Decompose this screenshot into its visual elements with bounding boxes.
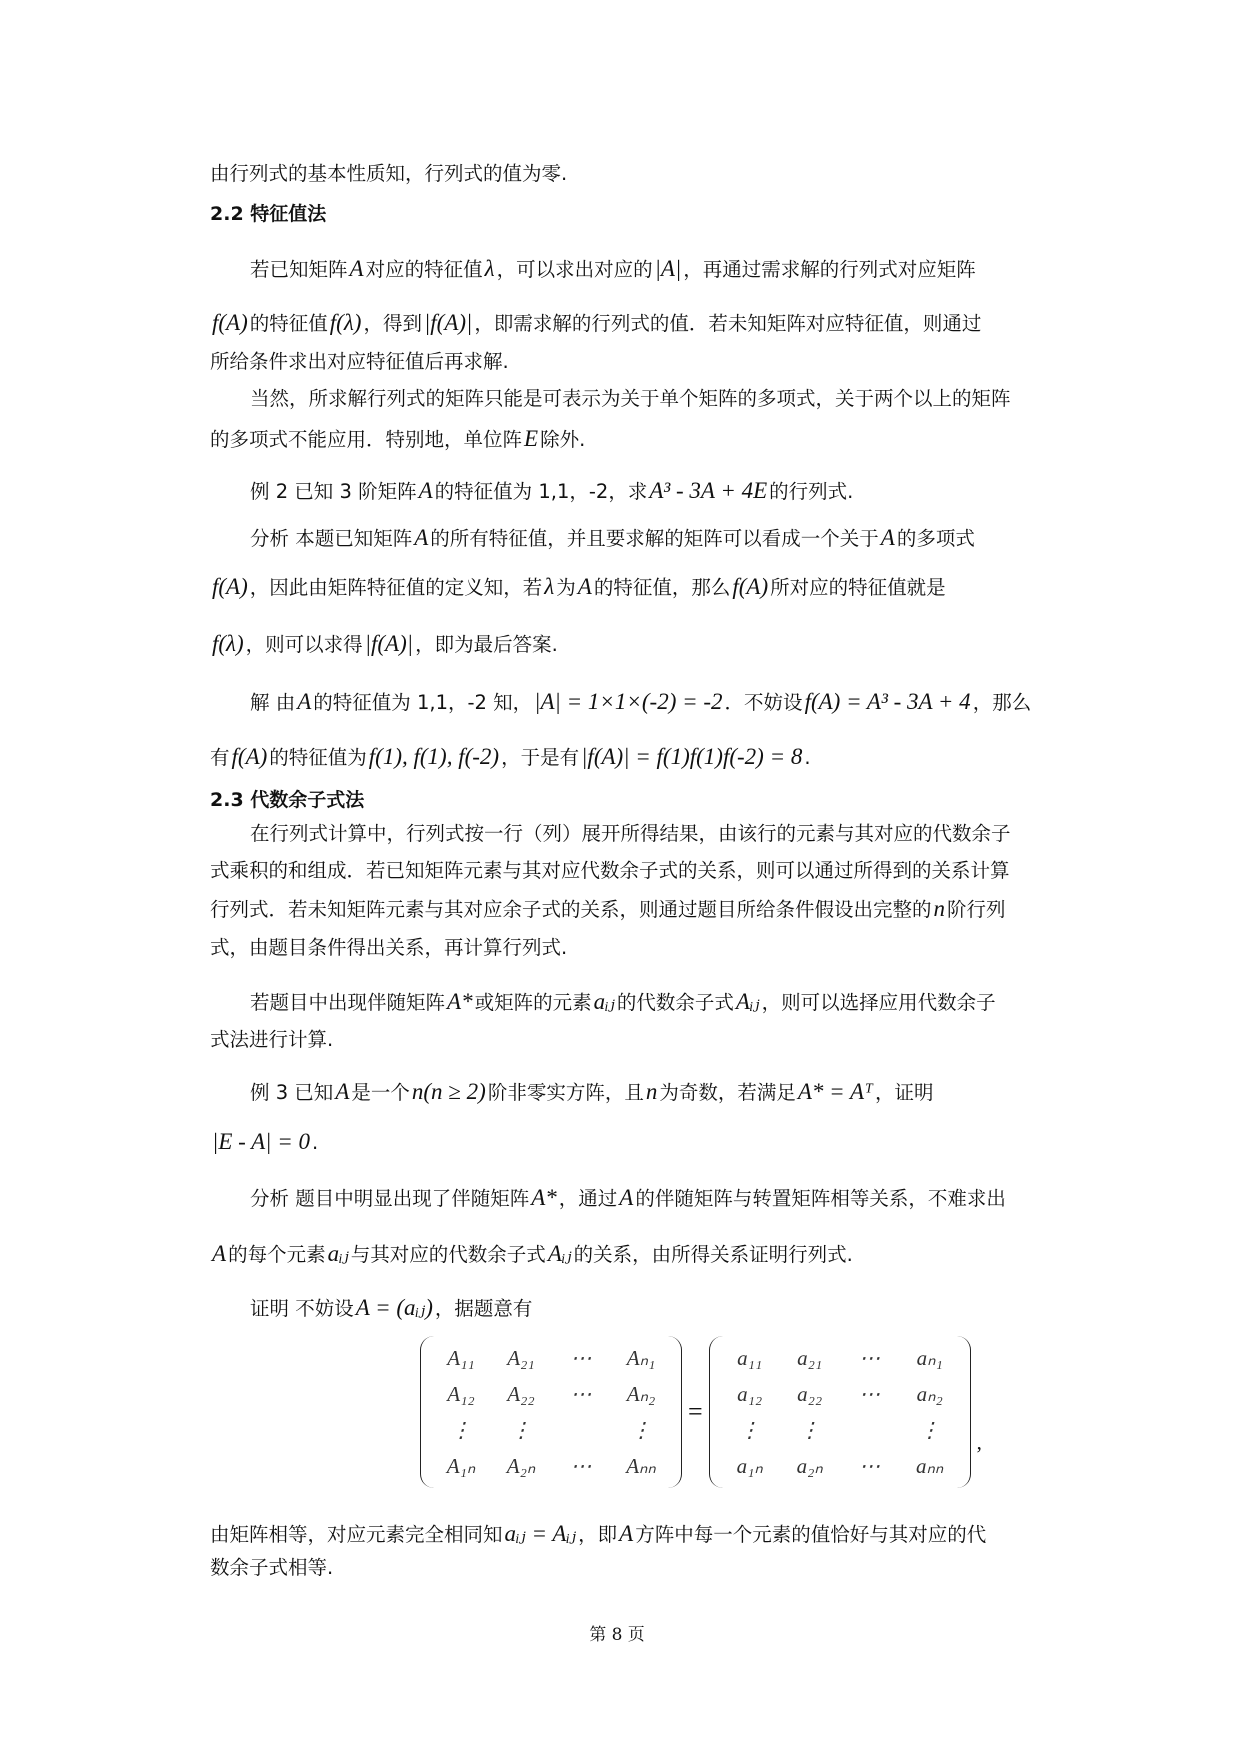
text-line [250, 989, 996, 1016]
matrix-entry: ⋮ [799, 1417, 821, 1442]
matrix-entry: Aₙ₂ [626, 1381, 656, 1406]
text-segment: 对应的特征值 [365, 258, 483, 281]
text-line [210, 631, 558, 658]
text-segment: 由行列式的基本性质知，行列式的值为零. [210, 162, 568, 185]
text-segment: ，即 [578, 1523, 618, 1546]
text-segment: 式法进行计算. [210, 1028, 334, 1051]
text-line [210, 744, 811, 771]
text-segment: ，因此由矩阵特征值的定义知，若 [249, 576, 543, 599]
section-heading [210, 201, 326, 227]
math-expression: E [524, 426, 539, 451]
math-expression: A [297, 689, 312, 714]
text-segment: 数余子式相等. [210, 1556, 334, 1579]
math-expression: A* [447, 989, 473, 1014]
text-segment: 在行列式计算中，行列式按一行（列）展开所得结果，由该行的元素与其对应的代数余子 [250, 822, 1011, 845]
text-segment: 所给条件求出对应特征值后再求解. [210, 350, 509, 373]
text-line [250, 689, 1031, 716]
math-expression: |f(A)| = f(1)f(1)f(-2) = 8 [581, 744, 803, 769]
matrix-entry: A₁₁ [447, 1345, 475, 1370]
math-expression: f(A) [231, 744, 268, 769]
matrix-entry: ⋯ [570, 1381, 592, 1406]
text-segment: ，通过 [558, 1187, 618, 1210]
text-segment: 解 由 [250, 691, 296, 714]
matrix-entry: ⋮ [510, 1417, 532, 1442]
text-segment: 的特征值为 [269, 746, 367, 769]
trailing-comma: , [976, 1429, 982, 1454]
text-segment: 当然，所求解行列式的矩阵只能是可表示为关于单个矩阵的多项式，关于两个以上的矩阵 [250, 387, 1011, 410]
text-segment: 的多项式 [896, 527, 975, 550]
matrix-entry: a₁ₙ [736, 1453, 763, 1478]
math-expression: f(λ) [329, 310, 362, 335]
math-expression: n(n ≥ 2) [411, 1079, 486, 1104]
text-line [250, 821, 1011, 847]
matrix-entry: Aₙₙ [626, 1453, 656, 1478]
math-expression: f(A) [212, 310, 248, 335]
math-expression: |A| [654, 256, 682, 281]
text-segment: 的伴随矩阵与转置矩阵相等关系，不难求出 [635, 1187, 1006, 1210]
matrix-entry: A₂₁ [507, 1345, 535, 1370]
section-heading [210, 787, 364, 813]
math-expression: A* [531, 1185, 557, 1210]
text-segment: 的关系，由所得关系证明行列式. [573, 1243, 853, 1266]
math-expression: A [619, 1185, 634, 1210]
text-segment: 的特征值为 1,1，-2 知， [313, 691, 533, 714]
math-expression: Aᵢⱼ [735, 989, 760, 1014]
matrix-equation [420, 1336, 982, 1488]
matrix-entry: Aₙ₁ [626, 1345, 656, 1370]
math-expression: A [619, 1521, 634, 1546]
text-line [210, 426, 585, 453]
math-expression: n [645, 1079, 658, 1104]
text-segment: 式，由题目条件得出关系，再计算行列式. [210, 936, 568, 959]
text-line [210, 1027, 333, 1053]
math-expression: aᵢⱼ [327, 1241, 349, 1266]
text-segment: . [312, 1131, 319, 1154]
matrix-entry: A₂ₙ [506, 1453, 536, 1478]
math-expression: λ [484, 256, 495, 281]
matrix-entry: ⋮ [630, 1417, 652, 1442]
text-segment: . [804, 746, 811, 769]
text-segment: 例 3 已知 [250, 1081, 334, 1104]
text-segment: 为奇数，若满足 [659, 1081, 796, 1104]
math-expression: A [335, 1079, 350, 1104]
text-line [250, 525, 975, 552]
text-line [250, 1079, 933, 1106]
math-expression: f(λ) [212, 631, 244, 656]
matrix-entry: ⋯ [859, 1345, 881, 1370]
math-expression: aᵢⱼ = Aᵢⱼ [504, 1521, 577, 1546]
equals-sign: = [688, 1397, 703, 1426]
text-line [210, 161, 567, 187]
math-expression: |E - A| = 0 [212, 1129, 311, 1154]
text-line [210, 1129, 318, 1156]
text-line [210, 858, 1010, 884]
text-segment: 式乘积的和组成．若已知矩阵元素与其对应代数余子式的关系，则可以通过所得到的关系计算 [210, 859, 1010, 882]
matrix-entry: ⋮ [919, 1417, 941, 1442]
math-expression: A [349, 256, 364, 281]
text-segment: 阶非零实方阵，且 [487, 1081, 644, 1104]
text-segment: ，可以求出对应的 [496, 258, 653, 281]
text-segment: ，再通过需求解的行列式对应矩阵 [683, 258, 976, 281]
text-segment: 的特征值，那么 [593, 576, 731, 599]
text-segment: 的每个元素 [228, 1243, 326, 1266]
math-expression: f(A) = A³ - 3A + 4 [804, 689, 971, 714]
text-segment: 分析 题目中明显出现了伴随矩阵 [250, 1187, 530, 1210]
math-expression: Aᵢⱼ [547, 1241, 572, 1266]
math-expression: f(A) [732, 574, 769, 599]
text-segment: ，则可以求得 [245, 633, 363, 656]
matrix-entry: A₁ₙ [446, 1453, 476, 1478]
text-line [250, 386, 1011, 412]
math-expression: A [577, 574, 592, 599]
text-segment: 所对应的特征值就是 [770, 576, 946, 599]
text-line [210, 896, 1006, 923]
text-line [210, 310, 981, 337]
text-segment: 阶行列 [947, 898, 1006, 921]
text-line [210, 574, 946, 601]
text-line [210, 1555, 333, 1581]
math-expression: A [414, 525, 429, 550]
matrix-entry: a₂₂ [797, 1381, 823, 1406]
math-expression: |f(A)| [364, 631, 414, 656]
text-segment: 证明 不妨设 [250, 1297, 354, 1320]
text-segment: 若题目中出现伴随矩阵 [250, 991, 446, 1014]
math-expression: A = (aᵢⱼ) [355, 1295, 433, 1320]
text-line [210, 1241, 853, 1268]
text-segment: 方阵中每一个元素的值恰好与其对应的代 [635, 1523, 987, 1546]
text-line [250, 1185, 1006, 1212]
math-expression: A [418, 478, 433, 503]
math-expression: |A| = 1×1×(-2) = -2 [534, 689, 723, 714]
text-segment: ，即为最后答案. [415, 633, 558, 656]
matrix-entry: ⋯ [859, 1381, 881, 1406]
matrix-entry: aₙ₁ [916, 1345, 943, 1370]
text-segment: ，据题意有 [434, 1297, 533, 1320]
text-segment: ，即需求解的行列式的值．若未知矩阵对应特征值，则通过 [474, 312, 982, 335]
matrix-entry: ⋯ [859, 1453, 881, 1478]
matrix-entry: a₁₁ [737, 1345, 763, 1370]
text-segment: 2.2 特征值法 [210, 203, 327, 225]
text-segment: ．不妨设 [724, 691, 803, 714]
matrix-entry: ⋮ [739, 1417, 761, 1442]
text-segment: ，得到 [363, 312, 422, 335]
text-segment: 与其对应的代数余子式 [350, 1243, 546, 1266]
math-expression: A [212, 1241, 227, 1266]
math-expression: n [933, 896, 946, 921]
matrix-entry [840, 1412, 900, 1448]
text-segment: 的所有特征值，并且要求解的矩阵可以看成一个关于 [430, 527, 879, 550]
text-segment: 由矩阵相等，对应元素完全相同知 [210, 1523, 503, 1546]
page-number: 第 8 页 [589, 1625, 645, 1645]
math-expression: f(1), f(1), f(-2) [368, 744, 500, 769]
text-line [250, 1295, 532, 1322]
text-segment: ，那么 [972, 691, 1032, 714]
text-segment: 为 [556, 576, 576, 599]
text-segment: 是一个 [351, 1081, 410, 1104]
math-expression: A [880, 525, 895, 550]
text-segment: 有 [210, 746, 230, 769]
text-segment: ，于是有 [501, 746, 580, 769]
matrix-entry: ⋮ [450, 1417, 472, 1442]
matrix-entry: aₙ₂ [916, 1381, 943, 1406]
text-segment: 2.3 代数余子式法 [210, 789, 365, 811]
element-matrix [709, 1336, 971, 1488]
text-line [210, 349, 509, 375]
math-expression: aᵢⱼ [593, 989, 615, 1014]
text-line [210, 1521, 986, 1548]
matrix-entry: ⋯ [570, 1345, 592, 1370]
matrix-entry: A₂₂ [507, 1381, 535, 1406]
math-expression: |f(A)| [423, 310, 473, 335]
text-line [210, 935, 567, 961]
math-expression: A* = Aᵀ [797, 1079, 873, 1104]
text-segment: 的多项式不能应用．特别地，单位阵 [210, 428, 523, 451]
text-segment: 的特征值为 1,1，-2，求 [434, 480, 648, 503]
matrix-entry: a₂₁ [797, 1345, 823, 1370]
cofactor-matrix [420, 1336, 682, 1488]
text-line [250, 256, 976, 283]
matrix-entry [551, 1412, 611, 1448]
text-segment: 行列式．若未知矩阵元素与其对应余子式的关系，则通过题目所给条件假设出完整的 [210, 898, 932, 921]
math-expression: f(A) [212, 574, 248, 599]
text-segment: 或矩阵的元素 [474, 991, 592, 1014]
text-segment: 若已知矩阵 [250, 258, 348, 281]
text-segment: 分析 本题已知矩阵 [250, 527, 413, 550]
matrix-entry: A₁₂ [447, 1381, 475, 1406]
text-segment: 的代数余子式 [616, 991, 734, 1014]
matrix-entry: aₙₙ [916, 1453, 944, 1478]
matrix-entry: ⋯ [570, 1453, 592, 1478]
matrix-entry: a₂ₙ [796, 1453, 823, 1478]
text-segment: 的行列式. [769, 480, 854, 503]
text-segment: ，证明 [874, 1081, 934, 1104]
text-segment: 除外. [540, 428, 586, 451]
text-line [250, 478, 853, 505]
text-segment: ，则可以选择应用代数余子 [761, 991, 996, 1014]
math-expression: A³ - 3A + 4E [649, 478, 768, 503]
matrix-entry: a₁₂ [737, 1381, 763, 1406]
text-segment: 的特征值 [249, 312, 328, 335]
text-segment: 例 2 已知 3 阶矩阵 [250, 480, 417, 503]
math-expression: λ [544, 574, 555, 599]
